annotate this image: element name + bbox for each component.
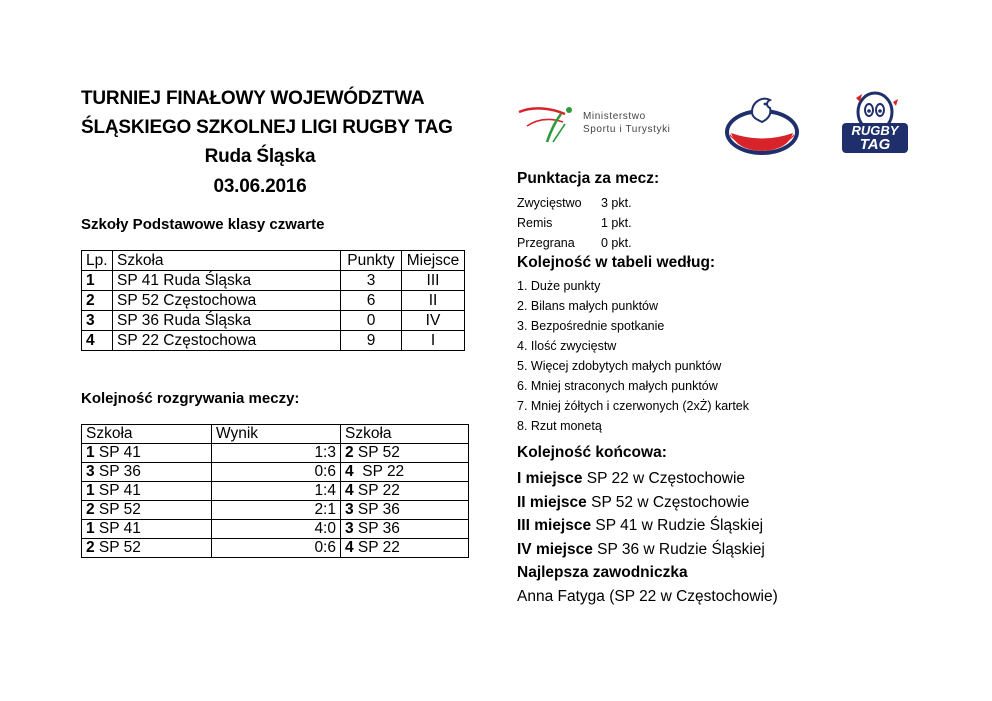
list-item: 5. Więcej zdobytych małych punktów (517, 359, 722, 373)
away-team-name: SP 22 (353, 482, 400, 499)
matches-table (81, 424, 469, 558)
final-list (517, 467, 778, 608)
home-team-name: SP 41 (94, 444, 141, 461)
standings-header-row (82, 251, 465, 271)
list-item (517, 491, 778, 515)
home-team-name: SP 52 (94, 539, 141, 556)
table-row (82, 291, 465, 311)
table-row (82, 271, 465, 291)
home-team-name: SP 41 (94, 482, 141, 499)
ministry-logo-line1: Ministerstwo (583, 111, 646, 122)
list-item: 8. Rzut monetą (517, 419, 602, 433)
table-row (82, 482, 469, 501)
list-item: 7. Mniej żółtych i czerwonych (2xŻ) kartek (517, 399, 750, 413)
row-place: IV (402, 311, 465, 331)
table-row (82, 501, 469, 520)
scoring-heading: Punktacja za mecz: (517, 170, 660, 187)
title-line-1: TURNIEJ FINAŁOWY WOJEWÓDZTWA (81, 88, 425, 109)
scoring-label: Zwycięstwo (517, 196, 582, 210)
category-heading: Szkoły Podstawowe klasy czwarte (81, 216, 325, 233)
table-row (82, 331, 465, 351)
final-place-label: II miejsce (517, 493, 587, 511)
away-team-name: SP 36 (353, 520, 400, 537)
header-away-school: Szkoła (341, 425, 469, 444)
home-team (82, 501, 212, 520)
home-team-number: 1 (86, 444, 95, 461)
home-team-number: 2 (86, 501, 95, 518)
list-item: 3. Bezpośrednie spotkanie (517, 319, 665, 333)
home-team (82, 482, 212, 501)
away-team-number: 4 (345, 539, 354, 556)
away-team-name: SP 22 (353, 539, 400, 556)
list-item (517, 233, 632, 253)
ministry-emblem-icon (517, 102, 579, 146)
best-player-name: Anna Fatyga (SP 22 w Częstochowie) (517, 587, 778, 605)
row-lp: 3 (82, 311, 113, 331)
table-row (82, 311, 465, 331)
table-row (82, 520, 469, 539)
away-team-number: 4 (345, 463, 354, 480)
list-item (517, 467, 778, 491)
row-points: 9 (341, 331, 402, 351)
table-row (82, 463, 469, 482)
list-item: 2. Bilans małych punktów (517, 299, 659, 313)
list-item: 1. Duże punkty (517, 279, 601, 293)
row-place: I (402, 331, 465, 351)
final-heading: Kolejność końcowa: (517, 444, 667, 461)
eagle-rugby-ball-icon (722, 92, 802, 162)
header-lp: Lp. (82, 251, 113, 271)
header-score: Wynik (212, 425, 341, 444)
scoring-value: 3 pkt. (601, 196, 632, 210)
home-team-number: 3 (86, 463, 95, 480)
final-place-school: SP 22 w Częstochowie (582, 470, 746, 487)
header-place: Miejsce (402, 251, 465, 271)
home-team (82, 539, 212, 558)
ministry-logo (517, 104, 677, 144)
row-school: SP 22 Częstochowa (113, 331, 341, 351)
row-school: SP 52 Częstochowa (113, 291, 341, 311)
list-item (517, 538, 778, 562)
away-team-number: 4 (345, 482, 354, 499)
home-team-number: 2 (86, 539, 95, 556)
away-team (341, 520, 469, 539)
final-place-school: SP 36 w Rudzie Śląskiej (592, 540, 765, 558)
table-row (82, 539, 469, 558)
away-team-number: 3 (345, 501, 354, 518)
row-lp: 2 (82, 291, 113, 311)
row-lp: 4 (82, 331, 113, 351)
match-score: 1:3 (212, 444, 341, 463)
order-heading: Kolejność w tabeli według: (517, 254, 716, 271)
table-row (82, 444, 469, 463)
matches-heading: Kolejność rozgrywania meczy: (81, 390, 300, 407)
final-place-label: IV miejsce (517, 540, 593, 558)
away-team-name: SP 36 (353, 501, 400, 518)
header-school: Szkoła (113, 251, 341, 271)
match-score: 0:6 (212, 539, 341, 558)
list-item (517, 514, 778, 538)
home-team-name: SP 36 (94, 463, 141, 480)
away-team-name: SP 52 (353, 444, 400, 461)
header-points: Punkty (341, 251, 402, 271)
home-team-number: 1 (86, 520, 95, 537)
match-score: 4:0 (212, 520, 341, 539)
row-school: SP 41 Ruda Śląska (113, 271, 341, 291)
home-team (82, 520, 212, 539)
list-item (517, 193, 632, 213)
scoring-value: 1 pkt. (601, 216, 632, 230)
silesian-rugby-logo (722, 92, 802, 162)
home-team (82, 463, 212, 482)
row-place: II (402, 291, 465, 311)
standings-table (81, 250, 465, 351)
ministry-logo-line2: Sportu i Turystyki (583, 124, 671, 135)
away-team (341, 444, 469, 463)
home-team-number: 1 (86, 482, 95, 499)
rugby-tag-logo (838, 90, 912, 156)
away-team (341, 463, 469, 482)
title-line-2: ŚLĄSKIEGO SZKOLNEJ LIGI RUGBY TAG (81, 117, 453, 138)
final-place-school: SP 52 w Częstochowie (586, 493, 750, 511)
row-points: 6 (341, 291, 402, 311)
order-list (517, 276, 749, 436)
best-player-label: Najlepsza zawodniczka (517, 564, 688, 581)
rugby-tag-logo-line2: TAG (859, 136, 891, 153)
title-city: Ruda Śląska (204, 146, 316, 167)
scoring-label: Remis (517, 216, 553, 230)
matches-header-row (82, 425, 469, 444)
scoring-value: 0 pkt. (601, 236, 632, 250)
home-team-name: SP 52 (94, 501, 141, 518)
row-lp: 1 (82, 271, 113, 291)
row-place: III (402, 271, 465, 291)
away-team (341, 539, 469, 558)
header-home-school: Szkoła (82, 425, 212, 444)
home-team (82, 444, 212, 463)
match-score: 1:4 (212, 482, 341, 501)
match-score: 2:1 (212, 501, 341, 520)
final-place-label: III miejsce (517, 517, 592, 534)
away-team (341, 501, 469, 520)
list-item: 4. Ilość zwycięstw (517, 339, 617, 353)
scoring-label: Przegrana (517, 236, 575, 250)
away-team (341, 482, 469, 501)
final-place-school: SP 41 w Rudzie Śląskiej (591, 517, 764, 534)
away-team-number: 3 (345, 520, 354, 537)
away-team-number: 2 (345, 444, 354, 461)
away-team-name: SP 22 (353, 463, 405, 480)
row-school: SP 36 Ruda Śląska (113, 311, 341, 331)
row-points: 0 (341, 311, 402, 331)
title-date: 03.06.2016 (213, 176, 307, 197)
final-place-label: I miejsce (517, 470, 583, 487)
home-team-name: SP 41 (94, 520, 141, 537)
scoring-list (517, 193, 632, 253)
list-item: 6. Mniej straconych małych punktów (517, 379, 718, 393)
list-item (517, 213, 632, 233)
row-points: 3 (341, 271, 402, 291)
match-score: 0:6 (212, 463, 341, 482)
rugby-tag-logo-line1: RUGBY (851, 123, 899, 138)
